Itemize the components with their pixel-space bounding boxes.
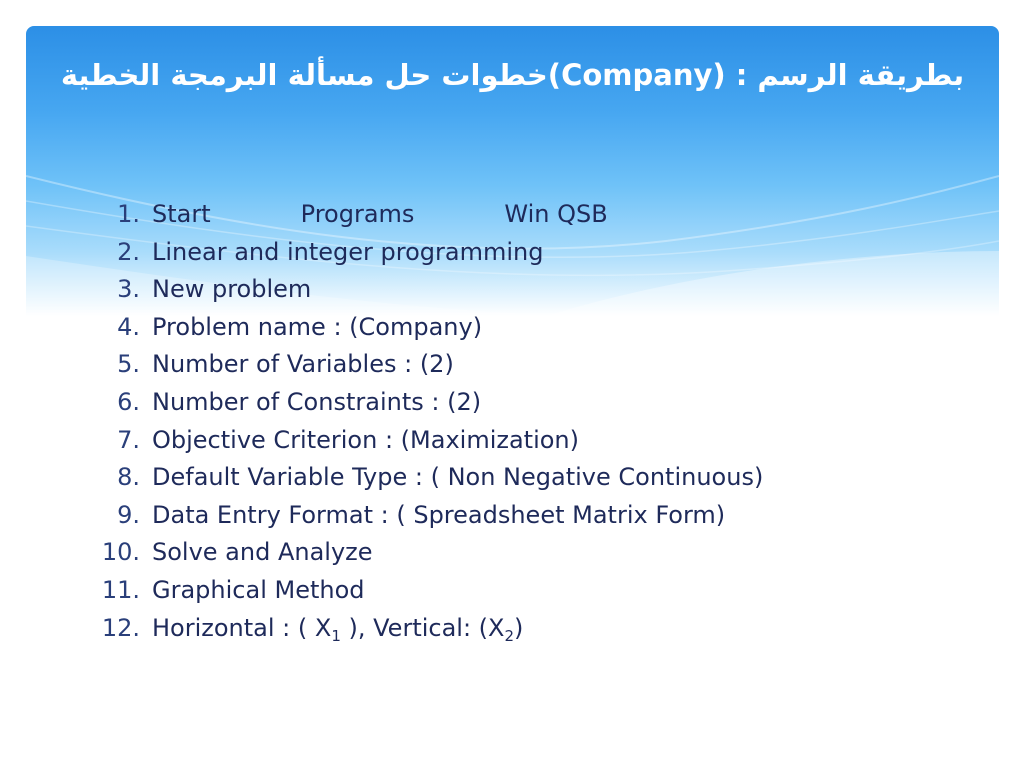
item-text: Data Entry Format : ( Spreadsheet Matrix Form) bbox=[152, 500, 726, 529]
item-number: 5. bbox=[117, 350, 140, 379]
step-start: Start bbox=[152, 200, 211, 228]
list-item bbox=[100, 534, 763, 572]
list-item bbox=[100, 384, 763, 422]
list-item bbox=[100, 346, 763, 384]
item-text: Problem name : (Company) bbox=[152, 312, 483, 341]
item-number: 2. bbox=[117, 237, 140, 266]
axis-text-mid: ), Vertical: (X bbox=[340, 613, 505, 642]
item-text: Default Variable Type : ( Non Negative Continuous) bbox=[152, 463, 764, 492]
step-programs: Programs bbox=[300, 200, 415, 228]
item-number: 9. bbox=[117, 500, 140, 529]
item-number: 12. bbox=[101, 613, 140, 642]
item-text: New problem bbox=[152, 275, 312, 304]
item-text bbox=[152, 196, 608, 234]
item-number: 7. bbox=[117, 425, 140, 454]
item-number: 11. bbox=[101, 575, 140, 604]
item-text: Number of Constraints : (2) bbox=[152, 387, 482, 416]
item-number: 6. bbox=[117, 387, 140, 416]
list-item bbox=[100, 309, 763, 347]
item-text: Linear and integer programming bbox=[152, 237, 544, 266]
list-item bbox=[100, 234, 763, 272]
subscript-1: 1 bbox=[331, 626, 341, 645]
steps-list bbox=[100, 196, 763, 647]
item-text: Number of Variables : (2) bbox=[152, 350, 454, 379]
item-text bbox=[152, 610, 523, 656]
list-item bbox=[100, 459, 763, 497]
list-item bbox=[100, 610, 763, 648]
item-number: 8. bbox=[117, 463, 140, 492]
item-text: Solve and Analyze bbox=[152, 538, 373, 567]
item-number: 3. bbox=[117, 275, 140, 304]
item-text: Graphical Method bbox=[152, 575, 365, 604]
item-number: 4. bbox=[117, 312, 140, 341]
list-item bbox=[100, 196, 763, 234]
list-item bbox=[100, 572, 763, 610]
step-winqsb: Win QSB bbox=[504, 200, 608, 228]
list-item bbox=[100, 271, 763, 309]
item-text: Objective Criterion : (Maximization) bbox=[152, 425, 580, 454]
item-number: 1. bbox=[117, 200, 140, 228]
axis-text-post: ) bbox=[514, 613, 524, 642]
list-item bbox=[100, 497, 763, 535]
axis-text-pre: Horizontal : ( X bbox=[152, 613, 332, 642]
item-number: 10. bbox=[101, 538, 140, 567]
list-item bbox=[100, 422, 763, 460]
slide-title: بطريقة الرسم : (Company)خطوات حل مسألة البرمجة الخطية bbox=[60, 58, 965, 92]
subscript-2: 2 bbox=[504, 626, 515, 645]
